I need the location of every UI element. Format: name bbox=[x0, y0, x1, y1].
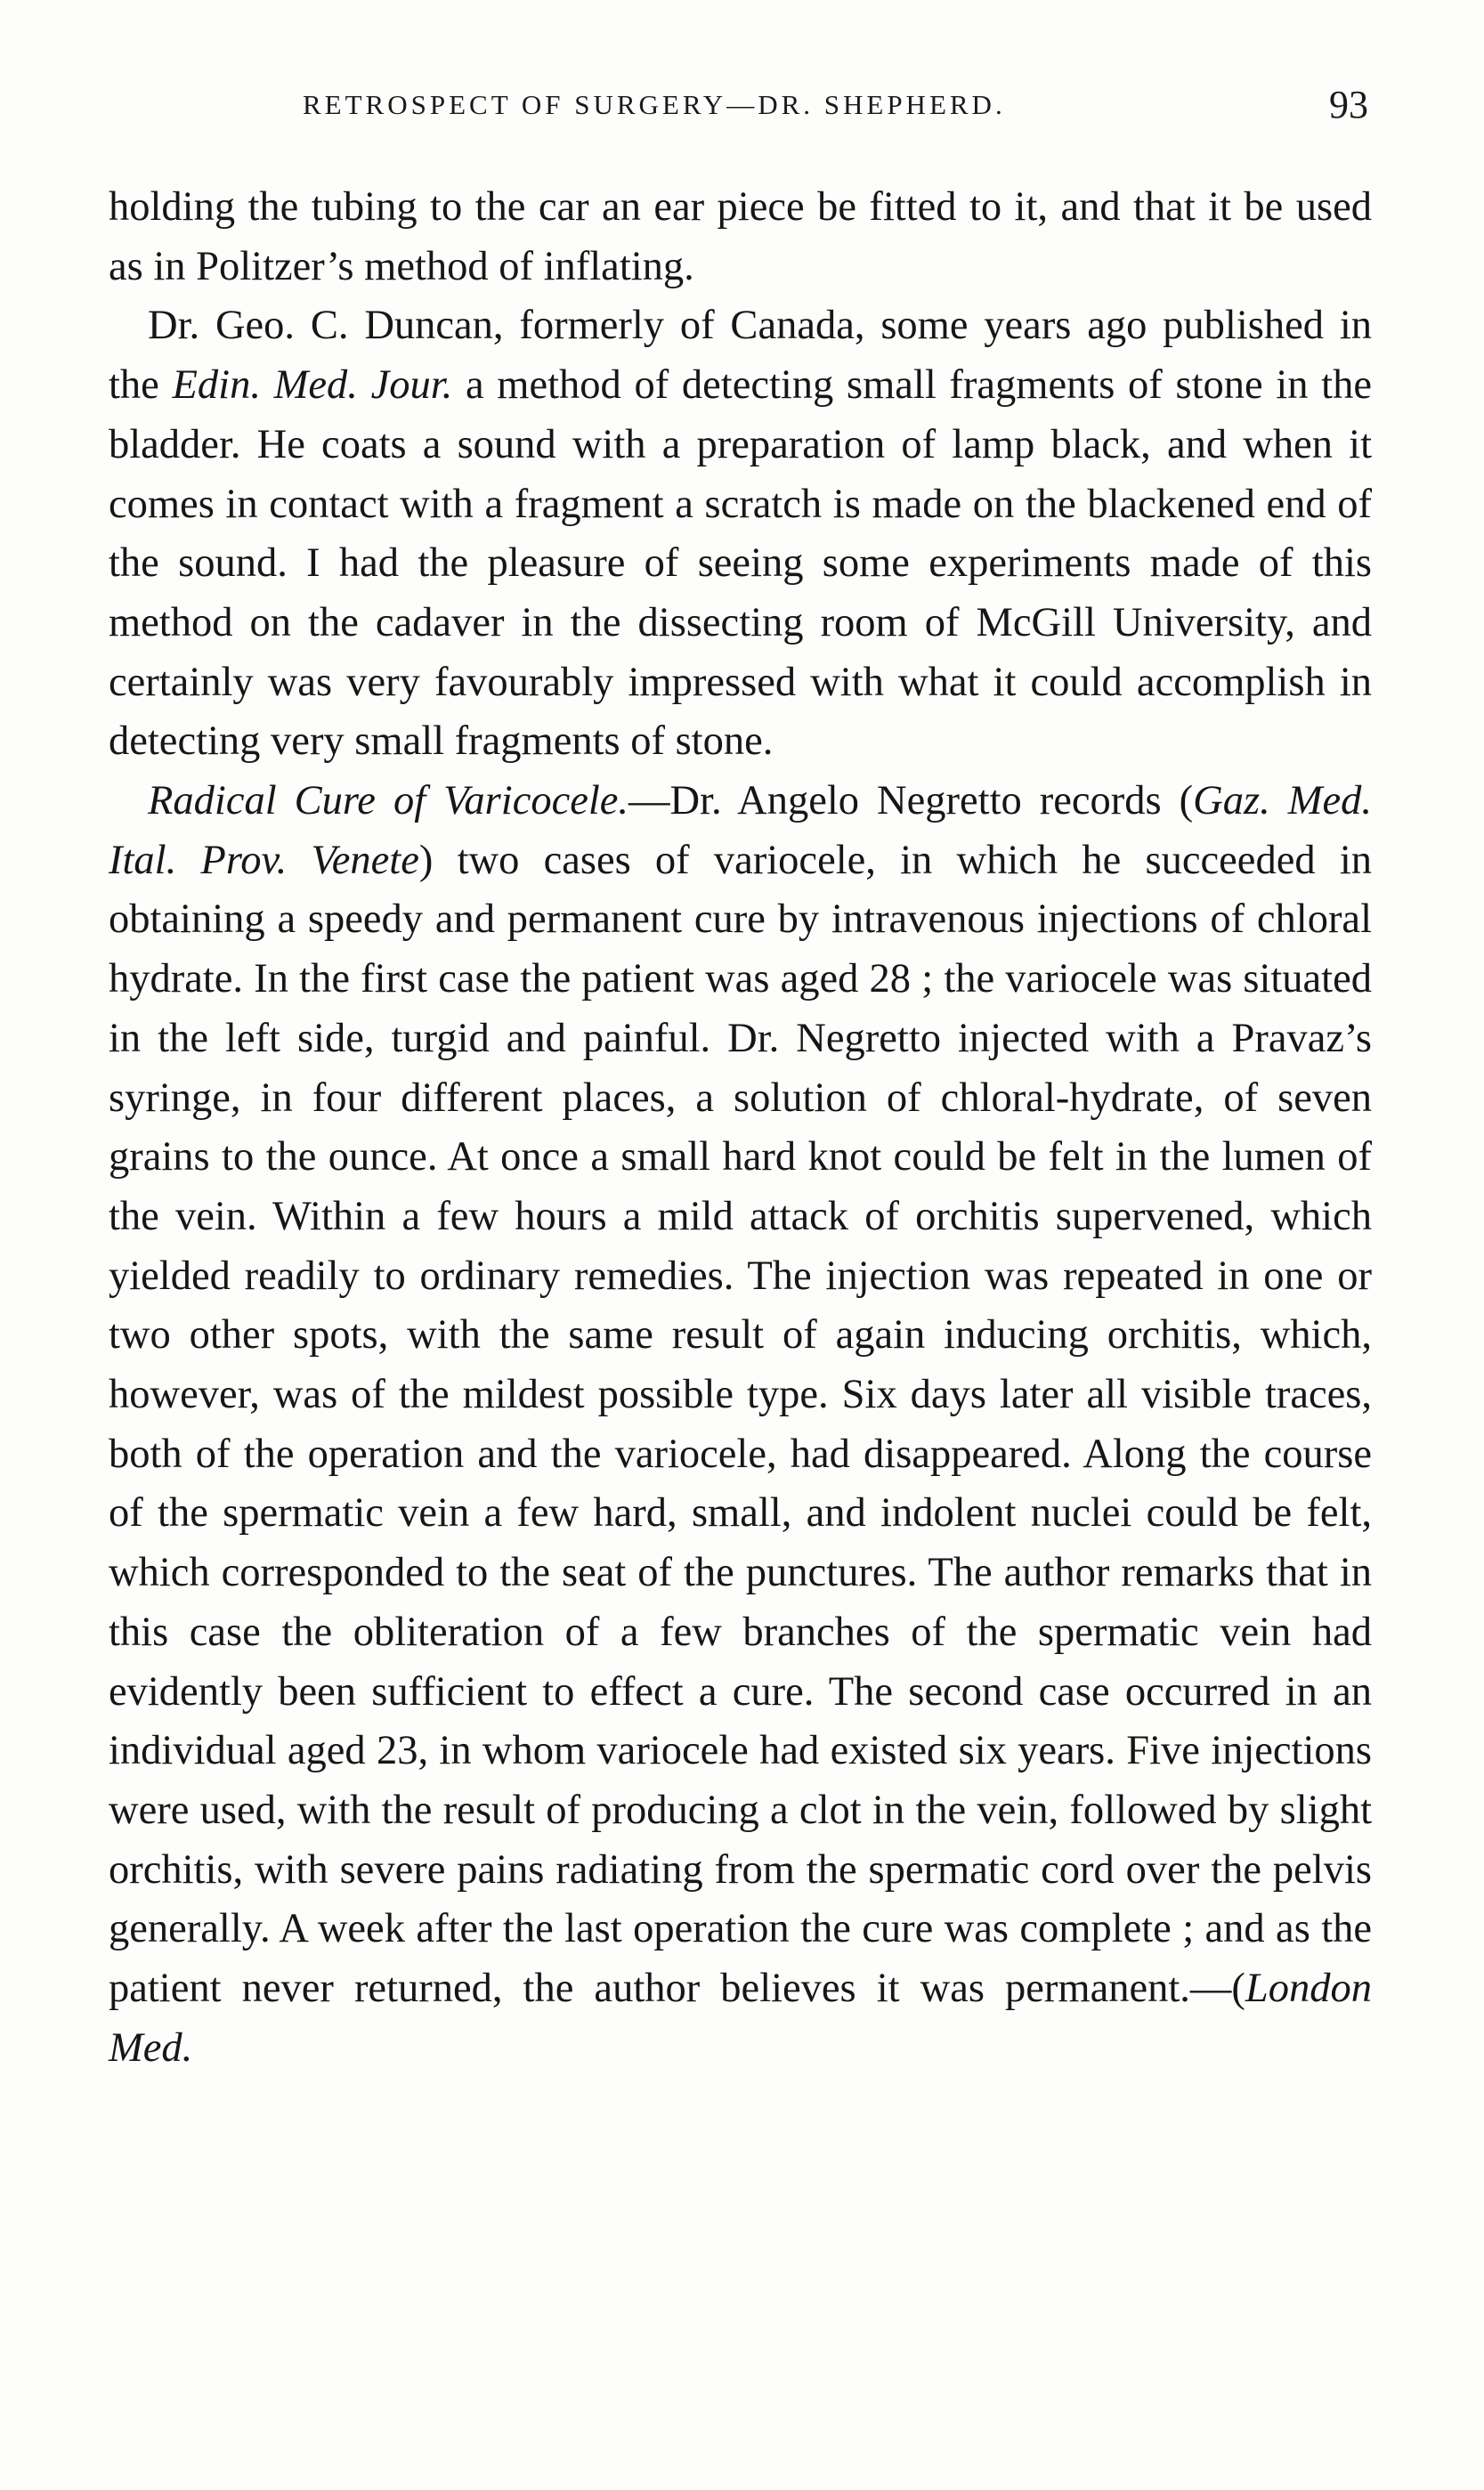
paragraph-3-text-b: ) two cases of variocele, in which he succeeded in obtaining a speedy and permanent cure by intravenous injections of chloral hydrate. In the first case the patient was aged 28 ; the variocele was situated in the left side, turgid and painful. Dr. Negretto injected with a Pravaz’s syringe, in four different places, a solution of chloral-hydrate, of seven grains to the ounce. At once a small hard knot could be felt in the lumen of the vein. Within a few hours a mild attack of orchitis supervened, which yielded readily to ordinary remedies. The injection was repeated in one or two other spots, with the same result of again inducing orchitis, which, however, was of the mildest possible type. Six days later all visible traces, both of the operation and the variocele, had disappeared. Along the course of the spermatic vein a few hard, small, and indolent nuclei could be felt, which corresponded to the seat of the punctures. The author remarks that in this case the obliteration of a few branches of the spermatic vein had evidently been sufficient to effect a cure. The second case occurred in an individual aged 23, in whom variocele had existed six years. Five injections were used, with the result of producing a clot in the vein, followed by slight orchitis, with severe pains radiating from the spermatic cord over the pelvis generally. A week after the last operation the cure was complete ; and as the patient never returned, the author believes it was permanent.—( bbox=[109, 837, 1372, 2012]
journal-title-gaz-med: Gaz. Med. Ital. Prov. Venete bbox=[109, 778, 1372, 883]
journal-title-edin-med-jour: Edin. Med. Jour. bbox=[172, 362, 453, 409]
section-heading-radical-cure: Radical Cure of Varicocele. bbox=[148, 778, 629, 824]
paragraph-3 bbox=[109, 772, 1372, 2078]
paragraph-2-text-b: a method of detecting small fragments of stone in the bladder. He coats a sound with a preparation of lamp black, and when it comes in contact with a fragment a scratch is made on the blackened end of the sound. I had the pleasure of seeing some experiments made of this method on the cadaver in the dissecting room of McGill University, and certainly was very favourably impressed with what it could accomplish in detecting very small fragments of stone. bbox=[109, 362, 1372, 765]
paragraph-2 bbox=[109, 296, 1372, 772]
page-header bbox=[303, 82, 1368, 135]
paragraph-1-text: holding the tubing to the car an ear piece be fitted to it, and that it be used as in Politzer’s method of inflating. bbox=[109, 184, 1372, 289]
journal-title-london-med: London Med. bbox=[109, 1966, 1372, 2071]
paragraph-1 bbox=[109, 178, 1372, 296]
page-number: 93 bbox=[1329, 83, 1368, 126]
body-text bbox=[109, 178, 1372, 2079]
running-head: RETROSPECT OF SURGERY—DR. SHEPHERD. bbox=[303, 89, 1006, 120]
paragraph-3-text-a: —Dr. Angelo Negretto records ( bbox=[628, 778, 1194, 824]
paragraph-2-text-a: Dr. Geo. C. Duncan, formerly of Canada, some years ago published in the bbox=[109, 303, 1372, 409]
